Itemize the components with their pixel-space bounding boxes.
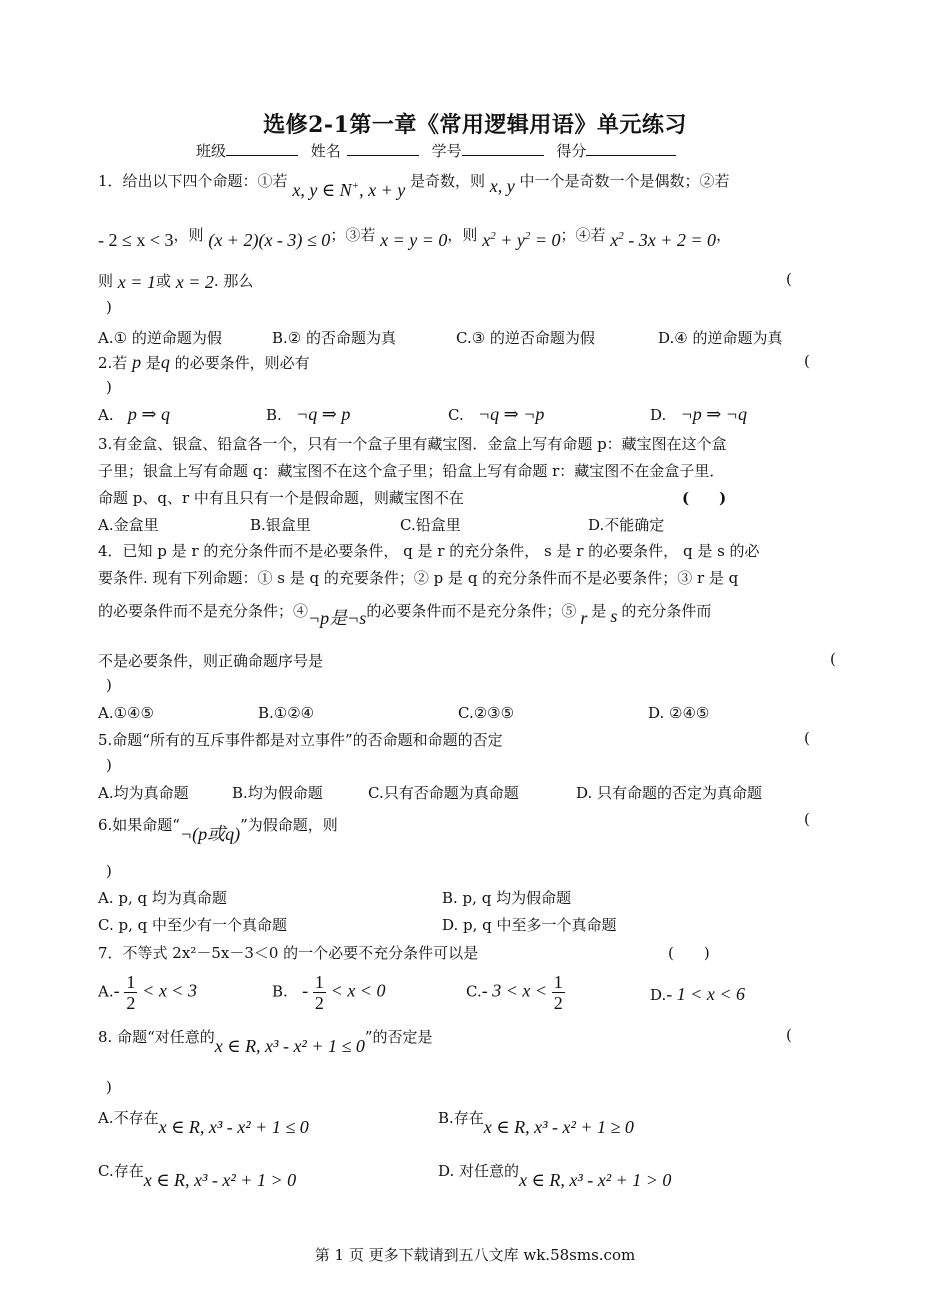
q4-line1: 4．已知 p 是 r 的充分条件而不是必要条件， q 是 r 的充分条件， s 是 r 的必要条件， q 是 s 的必 — [98, 542, 760, 560]
q1-answer-paren-close: ) — [106, 298, 112, 316]
q3-option-a[interactable]: A.金盒里 — [98, 516, 159, 534]
q1-line1: 1．给出以下四个命题：①若 x, y ∈ N+, x + y 是奇数，则 x, y 中一个是奇数一个是偶数；②若 — [98, 172, 730, 200]
q8-option-b[interactable]: B.存在x ∈ R, x³ - x² + 1 ≥ 0 — [438, 1109, 634, 1137]
q5-option-c[interactable]: C.只有否命题为真命题 — [368, 784, 519, 802]
q6-option-a[interactable]: A. p, q 均为真命题 — [98, 889, 227, 907]
q5-answer-paren-open[interactable]: ( — [804, 729, 810, 747]
q5-option-b[interactable]: B.均为假命题 — [232, 784, 323, 802]
q6-answer-paren-close: ) — [106, 862, 112, 880]
q2-option-d[interactable]: D. ¬p ⇒ ¬q — [650, 404, 747, 424]
q7-option-d[interactable]: D.- 1 < x < 6 — [650, 984, 746, 1004]
q2-option-a[interactable]: A. p ⇒ q — [98, 404, 171, 424]
q2-stem: 2.若 p 是q 的必要条件，则必有 — [98, 352, 310, 372]
q3-line2: 子里；银盒上写有命题 q：藏宝图不在这个盒子里；铅盒上写有命题 r：藏宝图不在金盒子里． — [98, 462, 725, 480]
class-label: 班级 — [196, 142, 227, 160]
q8-answer-paren-close: ) — [106, 1078, 112, 1096]
q1-answer-paren-open[interactable]: ( — [786, 270, 792, 288]
q7-answer-paren[interactable]: ( ) — [668, 944, 710, 962]
q2-option-c[interactable]: C. ¬q ⇒ ¬p — [448, 404, 545, 424]
q8-answer-paren-open[interactable]: ( — [786, 1026, 792, 1044]
q4-line2: 要条件. 现有下列命题：① s 是 q 的充要条件；② p 是 q 的充分条件而不是必要条件；③ r 是 q — [98, 569, 739, 587]
student-info-line — [196, 140, 676, 161]
score-blank[interactable] — [586, 141, 676, 156]
q4-line3: 的必要条件而不是充分条件；④¬p是¬s的必要条件而不是充分条件；⑤ r 是 s 的充分条件而 — [98, 602, 712, 628]
q1-option-b[interactable]: B.② 的否命题为真 — [272, 329, 397, 347]
page-footer: 第 1 页 更多下载请到五八文库 wk.58sms.com — [314, 1246, 636, 1264]
q6-option-c[interactable]: C. p, q 中至少有一个真命题 — [98, 916, 287, 934]
q3-option-d[interactable]: D.不能确定 — [588, 516, 665, 534]
q4-option-c[interactable]: C.②③⑤ — [458, 704, 515, 722]
q4-answer-paren-close: ) — [106, 676, 112, 694]
q5-stem: 5.命题“所有的互斥事件都是对立事件”的否命题和命题的否定 — [98, 731, 503, 749]
id-label: 学号 — [431, 142, 462, 160]
q1-line2: - 2 ≤ x < 3，则 (x + 2)(x - 3) ≤ 0；③若 x = y = 0，则 $x^2 + y^2 = 0$；④若 $x^2 - 3x + 2 = 0$， — [98, 226, 732, 250]
q6-answer-paren-open[interactable]: ( — [804, 810, 810, 828]
q6-option-b[interactable]: B. p, q 均为假命题 — [442, 889, 572, 907]
q3-answer-paren[interactable]: ( ) — [682, 489, 727, 507]
q5-answer-paren-close: ) — [106, 756, 112, 774]
q7-stem: 7．不等式 2x²－5x－3＜0 的一个必要不充分条件可以是 — [98, 944, 479, 962]
q1-option-c[interactable]: C.③ 的逆否命题为假 — [456, 329, 595, 347]
page-title: 选修2-1第一章《常用逻辑用语》单元练习 — [263, 112, 687, 138]
q1-line3: 则 x = 1或 x = 2. 那么 — [98, 272, 254, 292]
q7-option-b[interactable]: B. - $\frac{1}{2}$ < x < 0 — [272, 972, 386, 1013]
name-blank[interactable] — [347, 141, 419, 156]
q4-answer-paren-open[interactable]: ( — [830, 650, 836, 668]
q4-line4: 不是必要条件，则正确命题序号是 — [98, 652, 324, 670]
q5-option-d[interactable]: D. 只有命题的否定为真命题 — [576, 784, 763, 802]
q4-option-b[interactable]: B.①②④ — [258, 704, 315, 722]
q4-option-d[interactable]: D. ②④⑤ — [648, 704, 710, 722]
q5-option-a[interactable]: A.均为真命题 — [98, 784, 189, 802]
name-label: 姓名 — [310, 142, 341, 160]
q3-option-c[interactable]: C.铅盒里 — [400, 516, 461, 534]
q3-option-b[interactable]: B.银盒里 — [250, 516, 311, 534]
q8-option-a[interactable]: A.不存在x ∈ R, x³ - x² + 1 ≤ 0 — [98, 1109, 309, 1137]
class-blank[interactable] — [226, 141, 298, 156]
q8-option-c[interactable]: C.存在x ∈ R, x³ - x² + 1 > 0 — [98, 1162, 297, 1190]
q1-option-d[interactable]: D.④ 的逆命题为真 — [658, 329, 783, 347]
q2-option-b[interactable]: B. ¬q ⇒ p — [266, 404, 351, 424]
q6-option-d[interactable]: D. p, q 中至多一个真命题 — [442, 916, 617, 934]
q8-option-d[interactable]: D. 对任意的x ∈ R, x³ - x² + 1 > 0 — [438, 1162, 672, 1190]
q4-option-a[interactable]: A.①④⑤ — [98, 704, 154, 722]
q8-stem: 8. 命题“对任意的x ∈ R, x³ - x² + 1 ≤ 0”的否定是 — [98, 1028, 433, 1056]
q2-answer-paren-close: ) — [106, 378, 112, 396]
score-label: 得分 — [556, 142, 587, 160]
q3-line1: 3.有金盒、银盒、铅盒各一个，只有一个盒子里有藏宝图．金盒上写有命题 p：藏宝图在这个盒 — [98, 435, 727, 453]
q7-option-c[interactable]: C.- 3 < x < $\frac{1}{2}$ — [466, 972, 563, 1013]
q7-option-a[interactable]: A.- $\frac{1}{2}$ < x < 3 — [98, 972, 197, 1013]
q6-stem: 6.如果命题“¬(p或q)”为假命题，则 — [98, 816, 338, 844]
q2-answer-paren-open[interactable]: ( — [804, 352, 810, 370]
q1-option-a[interactable]: A.① 的逆命题为假 — [98, 329, 222, 347]
q3-line3: 命题 p、q、r 中有且只有一个是假命题，则藏宝图不在 — [98, 489, 464, 507]
id-blank[interactable] — [462, 141, 544, 156]
